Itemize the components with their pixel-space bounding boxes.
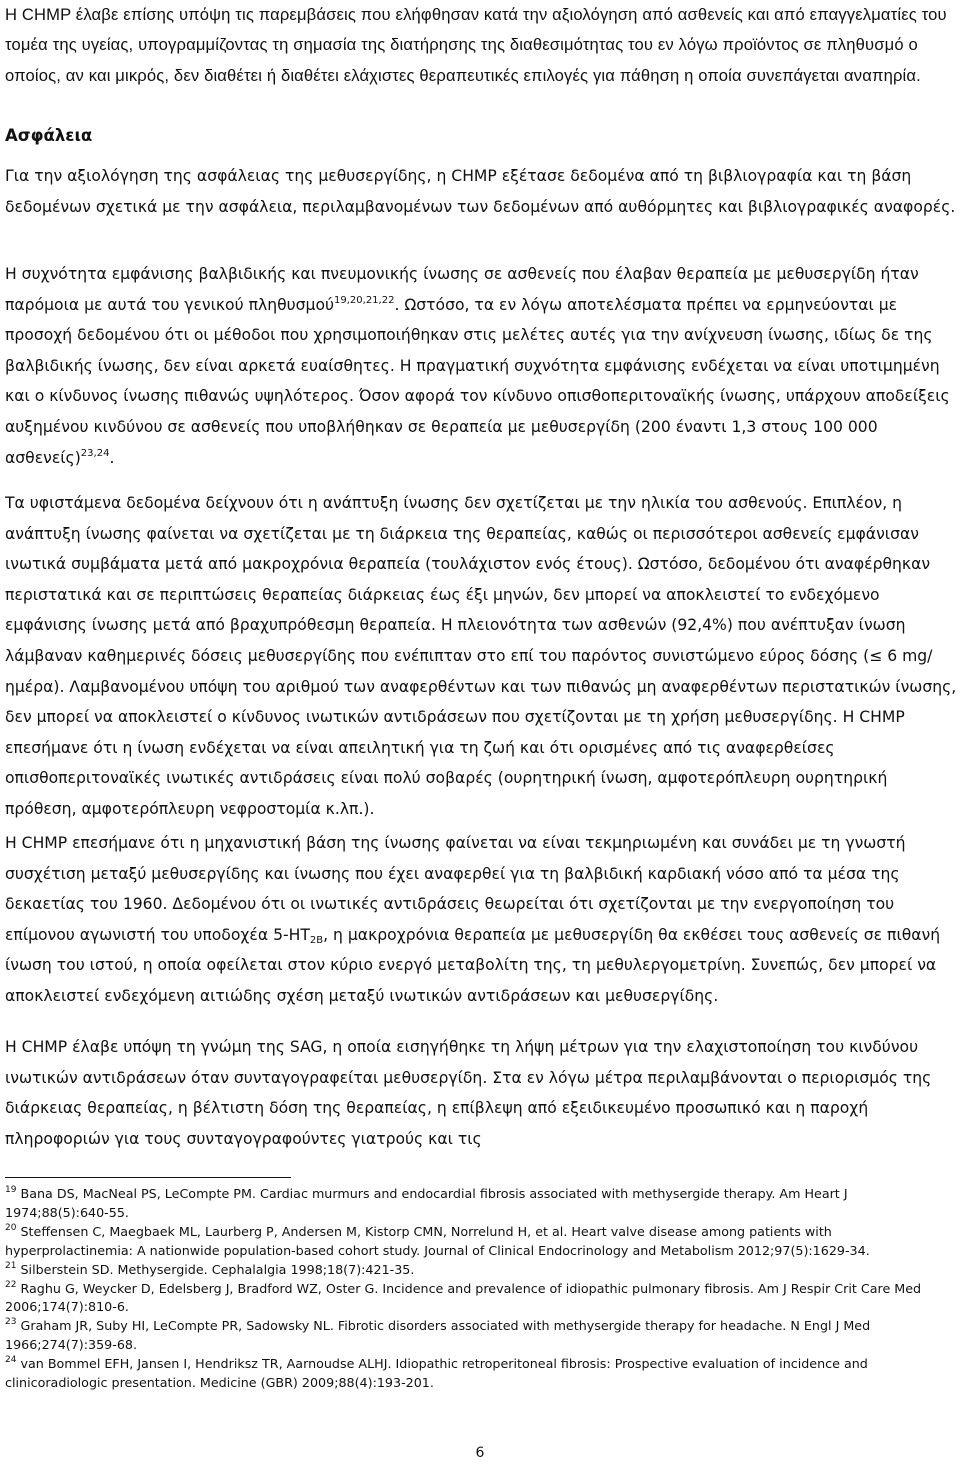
footnote-24 [5, 1355, 955, 1393]
footnote-text: Raghu G, Weycker D, Edelsberg J, Bradford WZ, Oster G. Incidence and prevalence of idiopathic pulmonary fibrosis. Am J Respir Crit Care Med 2006;174(7):810-6. [5, 1280, 922, 1315]
footnote-number: 24 [5, 1355, 17, 1366]
footnote-23 [5, 1317, 955, 1355]
safety-paragraph-4 [5, 828, 957, 1012]
footnote-text: van Bommel EFH, Jansen I, Hendriksz TR, Aarnoudse ALHJ. Idiopathic retroperitoneal fibrosis: Prospective evaluation of incidence and clinicoradiologic presentation. Medicine (GBR) 2009;88(4):193-201. [5, 1356, 868, 1391]
paragraph-text: Η συχνότητα εμφάνισης βαλβιδικής και πνευμονικής ίνωσης σε ασθενείς που έλαβαν θεραπεία με μεθυσεργίδη ήταν παρόμοια με αυτά του γενικού πληθυσμού [5, 265, 919, 314]
footnote-number: 21 [5, 1260, 17, 1271]
footnote-number: 22 [5, 1279, 17, 1290]
footnote-20 [5, 1223, 955, 1261]
footnote-number: 20 [5, 1222, 17, 1233]
footnote-text: Bana DS, MacNeal PS, LeCompte PM. Cardiac murmurs and endocardial fibrosis associated with methysergide therapy. Am Heart J 1974;88(5):640-55. [5, 1186, 848, 1220]
safety-paragraph-2 [5, 259, 957, 473]
footnotes [5, 1185, 955, 1393]
paragraph-text: . [109, 448, 115, 467]
footnote-text: Silberstein SD. Methysergide. Cephalalgia 1998;18(7):421-35. [16, 1261, 415, 1277]
safety-paragraph-5: Η CHMP έλαβε υπόψη τη γνώμη της SAG, η οποία εισηγήθηκε τη λήψη μέτρων για την ελαχιστοποίηση του κινδύνου ινωτικών αντιδράσεων όταν συνταγογραφείται μεθυσεργίδη. Στα εν λόγω μέτρα περιλαμβάνονται ο περιορισμός της διάρκειας θεραπείας, η βέλτιστη δόση της θεραπείας, η επίβλεψη από εξειδικευμένο προσωπικό και η παροχή πληροφοριών για τους συνταγογραφούντες γιατρούς και τις [5, 1038, 932, 1148]
footnote-separator [5, 1177, 291, 1178]
paragraph-text: , η μακροχρόνια θεραπεία με μεθυσεργίδη θα εκθέσει τους ασθενείς σε πιθανή ίνωση του ιστού, η οποία οφείλεται στον κύριο ενεργό μεταβολίτη της, τη μεθυλεργομετρίνη. Συνεπώς, δεν μπορεί να αποκλειστεί ενδεχόμενη αιτιώδης σχέση μεταξύ ινωτικών αντιδράσεων και μεθυσεργίδης. [5, 925, 941, 1005]
footnote-text: Graham JR, Suby HI, LeCompte PR, Sadowsky NL. Fibrotic disorders associated with methysergide therapy for headache. N Engl J Med 1966;274(7):359-68. [5, 1318, 871, 1353]
footnote-22 [5, 1280, 955, 1318]
reference-superscript: 23,24 [80, 447, 110, 459]
footnote-21 [5, 1261, 955, 1280]
section-heading: Ασφάλεια [5, 126, 93, 145]
footnote-number: 23 [5, 1317, 17, 1328]
footnote-text: Steffensen C, Maegbaek ML, Laurberg P, Andersen M, Kistorp CMN, Norrelund H, et al. Heart valve disease among patients with hyperprolactinemia: A nationwide population-based cohort study. Journal of Clinical Endocrinology and Metabolism 2012;97(5):1629-34. [5, 1223, 870, 1258]
safety-paragraph-3: Τα υφιστάμενα δεδομένα δείχνουν ότι η ανάπτυξη ίνωσης δεν σχετίζεται με την ηλικία του ασθενούς. Επιπλέον, η ανάπτυξη ίνωσης φαίνεται να σχετίζεται με τη διάρκεια της θεραπείας, καθώς οι περισσότεροι ασθενείς εμφάνισαν ινωτικά συμβάματα μετά από μακροχρόνια θεραπεία (τουλάχιστον ενός έτους). Ωστόσο, δεδομένου ότι αναφέρθηκαν περιστατικά και σε περιπτώσεις θεραπείας διάρκειας έως έξι μηνών, δεν μπορεί να αποκλειστεί το ενδεχόμενο εμφάνισης ίνωσης μετά από βραχυπρόθεσμη θεραπεία. Η πλειονότητα των ασθενών (92,4%) που ανέπτυξαν ίνωση λάμβαναν καθημερινές δόσεις μεθυσεργίδης που ενέπιπταν στο επί του παρόντος συνιστώμενο εύρος δόσης (≤ 6 mg/ημέρα). Λαμβανομένου υπόψη του αριθμού των αναφερθέντων και των πιθανώς μη αναφερθέντων περιστατικών ίνωσης, δεν μπορεί να αποκλειστεί ο κίνδυνος ινωτικών αντιδράσεων που σχετίζονται με τη χρήση μεθυσεργίδης. Η CHMP επεσήμανε ότι η ίνωση ενδέχεται να είναι απειλητική για τη ζωή και ότι ορισμένες από τις αναφερθείσες οπισθοπεριτοναϊκές ινωτικές αντιδράσεις είναι πολύ σοβαρές (ουρητηρική ίνωση, αμφοτερόπλευρη ουρητηρική πρόθεση, αμφοτερόπλευρη νεφροστομία κ.λπ.). [5, 494, 957, 818]
safety-paragraph-1: Για την αξιολόγηση της ασφάλειας της μεθυσεργίδης, η CHMP εξέτασε δεδομένα από τη βιβλιογραφία και τη βάση δεδομένων σχετικά με την ασφάλεια, περιλαμβανομένων των δεδομένων από αυθόρμητες και βιβλιογραφικές αναφορές. [5, 167, 956, 216]
footnote-19 [5, 1185, 955, 1223]
footnote-number: 19 [5, 1185, 17, 1195]
paragraph-text: Η CHMP επεσήμανε ότι η μηχανιστική βάση της ίνωσης φαίνεται να είναι τεκμηριωμένη και συνάδει με τη γνωστή συσχέτιση μεταξύ μεθυσεργίδης και ίνωσης που έχει αναφερθεί για τη βαλβιδική καρδιακή νόσο από τα μέσα της δεκαετίας του 1960. Δεδομένου ότι οι ινωτικές αντιδράσεις θεωρείται ότι σχετίζονται με την ενεργοποίηση του επίμονου αγωνιστή του υποδοχέα 5-HT [5, 834, 906, 944]
intro-paragraph: Η CHMP έλαβε επίσης υπόψη τις παρεμβάσεις που ελήφθησαν κατά την αξιολόγηση από ασθενείς και από επαγγελματίες του τομέα της υγείας, υπογραμμίζοντας τη σημασία της διατήρησης της διαθεσιμότητας του εν λόγω προϊόντος σε πληθυσμό ο οποίος, αν και μικρός, δεν διαθέτει ή διαθέτει ελάχιστες θεραπευτικές επιλογές για πάθηση η οποία συνεπάγεται αναπηρία. [5, 5, 947, 85]
receptor-subscript: 2B [309, 934, 324, 946]
paragraph-text: . Ωστόσο, τα εν λόγω αποτελέσματα πρέπει να ερμηνεύονται με προσοχή δεδομένου ότι οι μέθοδοι που χρησιμοποιήθηκαν στις μελέτες αυτές για την ανίχνευση ίνωσης, ιδίως δε της βαλβιδικής ίνωσης, δεν είναι αρκετά ευαίσθητες. Η πραγματική συχνότητα εμφάνισης ενδέχεται να είναι υποτιμημένη και ο κίνδυνος ίνωσης πιθανώς υψηλότερος. Όσον αφορά τον κίνδυνο οπισθοπεριτοναϊκής ίνωσης, υπάρχουν αποδείξεις αυξημένου κινδύνου σε ασθενείς που υποβλήθηκαν σε θεραπεία με μεθυσεργίδη (200 έναντι 1,3 στους 100 000 ασθενείς) [5, 295, 950, 467]
page-number: 6 [475, 1445, 485, 1461]
reference-superscript: 19,20,21,22 [334, 294, 395, 306]
